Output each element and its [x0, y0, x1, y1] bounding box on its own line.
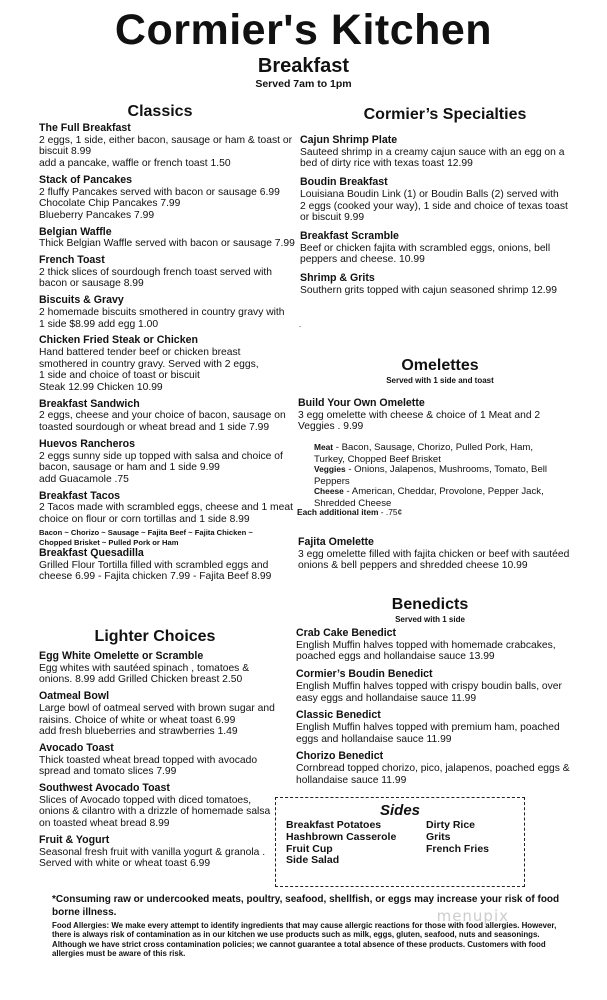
- omelettes-heading: Omelettes: [401, 357, 479, 374]
- list-item: Chicken Fried Steak or Chicken Hand battered tender beef or chicken breast smothered in country gravy. Served with 2 eggs, 1 side and choice of toast or biscuit Steak 12.99 Chicken 10.99: [39, 334, 259, 394]
- list-item: Side Salad: [286, 854, 340, 867]
- list-item: Dirty Rice: [426, 819, 476, 831]
- list-item: Avocado Toast Thick toasted wheat bread topped with avocado spread and tomato slices 7.99: [39, 741, 258, 778]
- list-item: Fruit & Yogurt Seasonal fresh fruit with vanilla yogurt & granola . Served with white or wheat toast 6.99: [39, 833, 266, 870]
- lighter-heading: Lighter Choices: [94, 628, 216, 645]
- list-item: Huevos Rancheros 2 eggs sunny side up topped with salsa and choice of bacon, sausage or ham and 1 side 9.99 add Guacamole .75: [39, 437, 283, 485]
- list-item: Crab Cake Benedict English Muffin halves topped with homemade crabcakes, poached eggs and hollandaise sauce 13.99: [296, 627, 556, 663]
- list-item: Breakfast Potatoes: [286, 819, 382, 831]
- menu-subtitle: Breakfast: [257, 55, 350, 77]
- list-item: Biscuits & Gravy 2 homemade biscuits smothered in country gravy with 1 side $8.99 add egg 1.00: [39, 294, 285, 330]
- build-omelette: Build Your Own Omelette 3 egg omelette with cheese & choice of 1 Meat and 2 Veggies . 9.99: [298, 397, 541, 433]
- omelettes-subheading: Served with 1 side and toast: [386, 376, 494, 385]
- meat-options: Meat - Bacon, Sausage, Chorizo, Pulled Pork, Ham, Turkey, Chopped Beef Brisket: [314, 442, 534, 465]
- stray-dot: .: [299, 320, 302, 329]
- list-item: Shrimp & Grits Southern grits topped with cajun seasoned shrimp 12.99: [300, 272, 558, 296]
- list-item: The Full Breakfast 2 eggs, 1 side, either bacon, sausage or ham & toast or biscuit 8.99 add a pancake, waffle or french toast 1.50: [39, 122, 292, 170]
- taco-meat-options: Bacon ~ Chorizo ~ Sausage ~ Fajita Beef ~ Fajita Chicken ~ Chopped Brisket ~ Pulled Pork or Ham: [39, 527, 253, 547]
- classics-list: [39, 123, 295, 548]
- benedicts-heading: Benedicts: [391, 596, 469, 613]
- list-item: French Fries: [426, 842, 490, 855]
- list-item: Breakfast Tacos 2 Tacos made with scrambled eggs, cheese and 1 meat choice on flour or corn tortillas and 1 side 8.99: [39, 489, 293, 526]
- sides-box: [275, 797, 525, 887]
- list-item: Grits: [426, 830, 451, 843]
- list-item: Fruit Cup: [286, 842, 333, 855]
- list-item: Cormier’s Boudin Benedict English Muffin halves topped with crispy boudin balls, over easy eggs and hollandaise sauce 11.99: [296, 668, 562, 704]
- veggie-options: Veggies - Onions, Jalapenos, Mushrooms, Tomato, Bell Peppers: [314, 464, 548, 487]
- list-item: Breakfast Scramble Beef or chicken fajita with scrambled eggs, onions, bell peppers and cheese. 10.99: [300, 229, 551, 266]
- list-item: Southwest Avocado Toast Slices of Avocado topped with diced tomatoes, onions & cilantro with a drizzle of homemade salsa on toasted wheat bread 8.99: [39, 782, 271, 830]
- benedicts-list: [296, 628, 586, 791]
- sides-left-list: [286, 820, 396, 867]
- fajita-omelette: Fajita Omelette 3 egg omelette filled with fajita chicken or beef with sautéed onions & bell peppers and shredded cheese 10.99: [298, 536, 570, 572]
- list-item: Egg White Omelette or Scramble Egg whites with sautéed spinach , tomatoes & onions. 8.99 add Grilled Chicken breast 2.50: [39, 650, 250, 686]
- list-item: Chorizo Benedict Cornbread topped chorizo, pico, jalapenos, poached eggs & hollandaise sauce 11.99: [296, 750, 570, 786]
- consuming-warning: *Consuming raw or undercooked meats, poultry, seafood, shellfish, or eggs may increase your risk of food borne illness.: [52, 894, 560, 918]
- list-item: French Toast 2 thick slices of sourdough french toast served with bacon or sausage 8.99: [39, 254, 272, 290]
- watermark: menupix: [436, 907, 509, 925]
- sides-heading: Sides: [379, 802, 421, 819]
- list-item: Belgian Waffle Thick Belgian Waffle served with bacon or sausage 7.99: [39, 225, 295, 250]
- specialties-heading: Cormier’s Specialties: [363, 106, 527, 123]
- list-item: Breakfast Sandwich 2 eggs, cheese and your choice of bacon, sausage on toasted sourdough or wheat bread and 1 side 7.99: [39, 397, 286, 434]
- benedicts-subheading: Served with 1 side: [395, 615, 465, 624]
- sides-right-list: [426, 820, 489, 855]
- lighter-list: [39, 651, 295, 875]
- list-item: Oatmeal Bowl Large bowl of oatmeal served with brown sugar and raisins. Choice of white or wheat toast 6.99 add fresh blueberries and strawberries 1.49: [39, 690, 275, 738]
- restaurant-title: Cormier's Kitchen: [114, 6, 493, 54]
- list-item: Boudin Breakfast Louisiana Boudin Link (1) or Boudin Balls (2) served with 2 eggs (cooked your way), 1 side and choice of texas toast or biscuit 9.99: [300, 176, 568, 224]
- classics-heading: Classics: [127, 103, 193, 120]
- serving-hours: Served 7am to 1pm: [255, 78, 352, 90]
- additional-item-price: Each additional item - .75¢: [297, 507, 403, 517]
- list-item: Cajun Shrimp Plate Sauteed shrimp in a creamy cajun sauce with an egg on a bed of dirty rice with texas toast 12.99: [300, 134, 565, 170]
- list-item: Stack of Pancakes 2 fluffy Pancakes served with bacon or sausage 6.99 Chocolate Chip Pancakes 7.99 Blueberry Pancakes 7.99: [39, 173, 280, 221]
- cheese-options: Cheese - American, Cheddar, Provolone, Pepper Jack, Shredded Cheese: [314, 486, 544, 509]
- list-item: Classic Benedict English Muffin halves topped with premium ham, poached eggs and hollandaise sauce 11.99: [296, 709, 560, 745]
- list-item: Breakfast Quesadilla Grilled Flour Tortilla filled with scrambled eggs and cheese 6.99 - Fajita chicken 7.99 - Fajita Beef 8.99: [39, 547, 272, 583]
- specialties-list: [300, 135, 585, 301]
- list-item: Hashbrown Casserole: [286, 830, 397, 843]
- allergy-notice: Food Allergies: We make every attempt to identify ingredients that may cause allergic reactions for those with food allergies. However, there is always risk of contamination as in our kitchen we use products such as milk, eggs, gluten, seafood, nuts and seasonings. Although we have strict cross contamination policies; we cannot guarantee a total absence of these products. Customers with food allergies must be aware of this risk.: [52, 921, 557, 959]
